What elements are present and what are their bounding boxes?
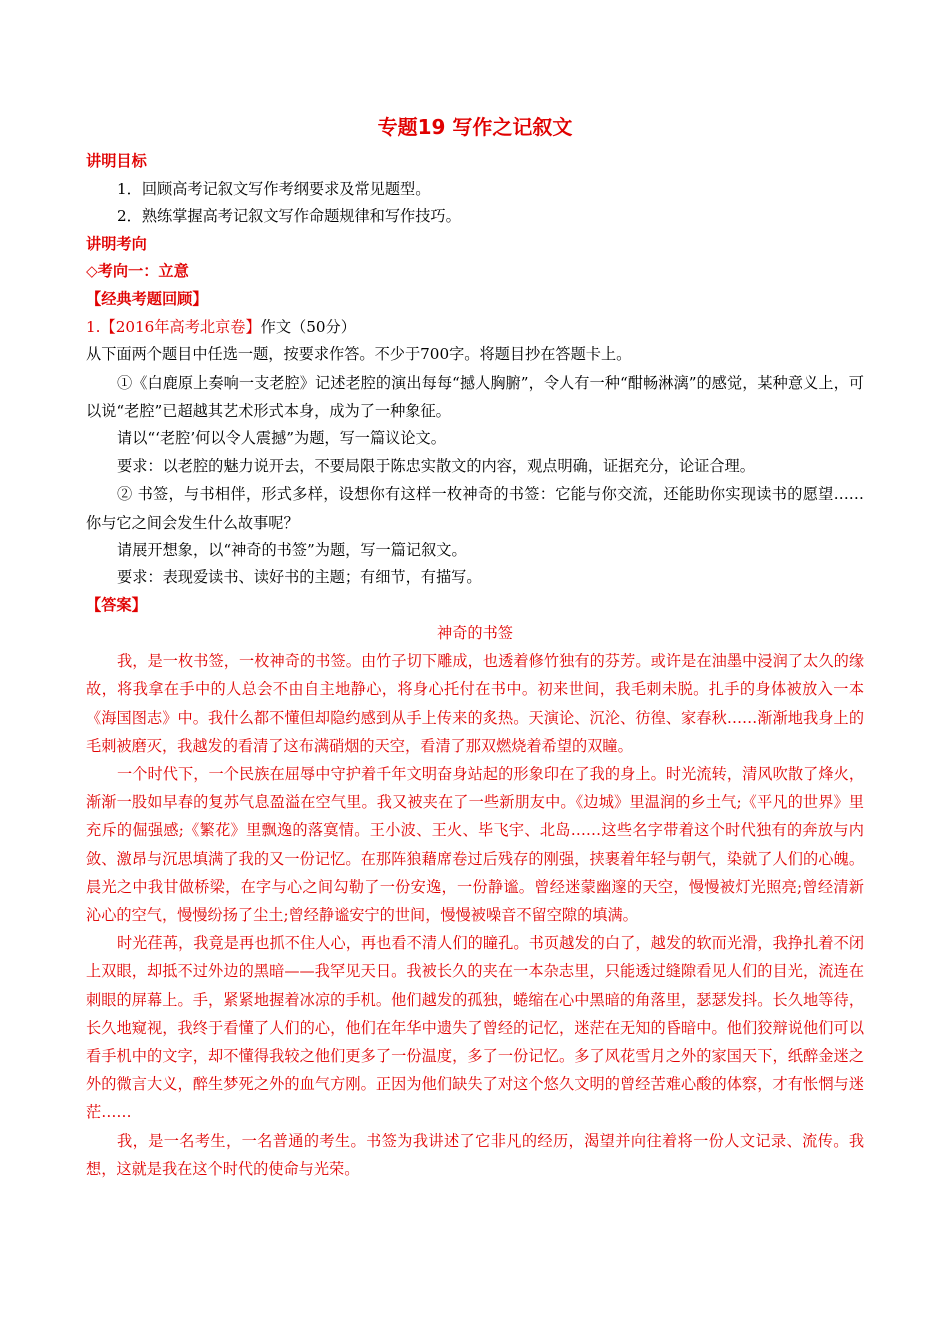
question-header	[86, 314, 864, 342]
option2-requirement: 要求：表现爱读书、读好书的主题；有细节，有描写。	[117, 568, 482, 587]
document-page	[86, 112, 864, 1183]
option1-text: ①《白鹿原上奏响一支老腔》记述老腔的演出每每“撼人胸腑”，令人有一种“酣畅淋漓”的感觉，某种意义上，可以说“老腔”已超越其艺术形式本身，成为了一种象征。	[86, 373, 864, 420]
option1-prompt: 请以“‘老腔’何以令人震撼”为题，写一篇议论文。	[117, 429, 446, 448]
direction-subheading: ◇考向一：立意	[86, 262, 189, 281]
page-title: 专题19 写作之记叙文	[377, 115, 573, 139]
question-number: 1.	[86, 317, 101, 336]
option2-prompt: 请展开想象，以“神奇的书签”为题，写一篇记叙文。	[117, 540, 467, 559]
option1-requirement: 要求：以老腔的魅力说开去，不要局限于陈忠实散文的内容，观点明确，证据充分，论证合理。	[117, 456, 755, 475]
goal-item-1: 1．回顾高考记叙文写作考纲要求及常见题型。	[117, 179, 431, 198]
essay-paragraph-1: 我，是一枚书签，一枚神奇的书签。由竹子切下雕成，也透着修竹独有的芬芳。或许是在油墨中浸润了太久的缘故，将我拿在手中的人总会不由自主地静心，将身心托付在书中。初来世间，我毛刺未脱。扎手的身体被放入一本《海国图志》中。我什么都不懂但却隐约感到从手上传来的炙热。天演论、沉沦、彷徨、家春秋……渐渐地我身上的毛刺被磨灭，我越发的看清了这布满硝烟的天空，看清了那双燃烧着希望的双瞳。	[86, 652, 864, 755]
answer-label: 【答案】	[86, 595, 147, 614]
goal-item-2: 2．熟练掌握高考记叙文写作命题规律和写作技巧。	[117, 207, 461, 226]
section-heading-directions: 讲明考向	[86, 234, 147, 253]
essay-paragraph-3: 时光荏苒，我竟是再也抓不住人心，再也看不清人们的瞳孔。书页越发的白了，越发的软而光滑，我挣扎着不闭上双眼，却抵不过外边的黑暗——我罕见天日。我被长久的夹在一本杂志里，只能透过缝隙看见人们的目光，流连在刺眼的屏幕上。手，紧紧地握着冰凉的手机。他们越发的孤独，蜷缩在心中黑暗的角落里，瑟瑟发抖。长久地等待，长久地窥视，我终于看懂了人们的心，他们在年华中遗失了曾经的记忆，迷茫在无知的昏暗中。他们狡辩说他们可以看手机中的文字，却不懂得我较之他们更多了一份温度，多了一份记忆。多了风花雪月之外的家国天下，纸醉金迷之外的微言大义，醉生梦死之外的血气方刚。正因为他们缺失了对这个悠久文明的曾经苦难心酸的体察，才有怅惘与迷茫……	[86, 934, 864, 1122]
essay-title: 神奇的书签	[437, 623, 513, 642]
essay-paragraph-2: 一个时代下，一个民族在屈辱中守护着千年文明奋身站起的形象印在了我的身上。时光流转，清风吹散了烽火，渐渐一股如早春的复苏气息盈溢在空气里。我又被夹在了一些新朋友中。《边城》里温润的乡土气;《平凡的世界》里充斥的倔强感;《繁花》里飘逸的落寞情。王小波、王火、毕飞宇、北岛……这些名字带着这个时代独有的奔放与内敛、激昂与沉思填满了我的又一份记忆。在那阵狼藉席卷过后残存的刚强，挟裹着年轻与朝气，染就了人们的心魄。晨光之中我甘做桥梁，在字与心之间勾勒了一份安逸，一份静谧。曾经迷蒙幽邃的天空，慢慢被灯光照亮;曾经清新沁心的空气，慢慢纷扬了尘土;曾经静谧安宁的世间，慢慢被噪音不留空隙的填满。	[86, 764, 864, 924]
question-source: 【2016年高考北京卷】	[100, 317, 261, 336]
question-instruction: 从下面两个题目中任选一题，按要求作答。不少于700字。将题目抄在答题卡上。	[86, 345, 632, 364]
classic-questions-label: 【经典考题回顾】	[86, 289, 208, 308]
essay-paragraph-4: 我，是一名考生，一名普通的考生。书签为我讲述了它非凡的经历，渴望并向往着将一份人文记录、流传。我想，这就是我在这个时代的使命与光荣。	[86, 1131, 864, 1178]
question-type: 作文（50分）	[260, 317, 356, 336]
option2-text: ② 书签，与书相伴，形式多样，设想你有这样一枚神奇的书签：它能与你交流，还能助你实现读书的愿望……你与它之间会发生什么故事呢？	[86, 485, 864, 532]
section-heading-goals: 讲明目标	[86, 152, 147, 170]
